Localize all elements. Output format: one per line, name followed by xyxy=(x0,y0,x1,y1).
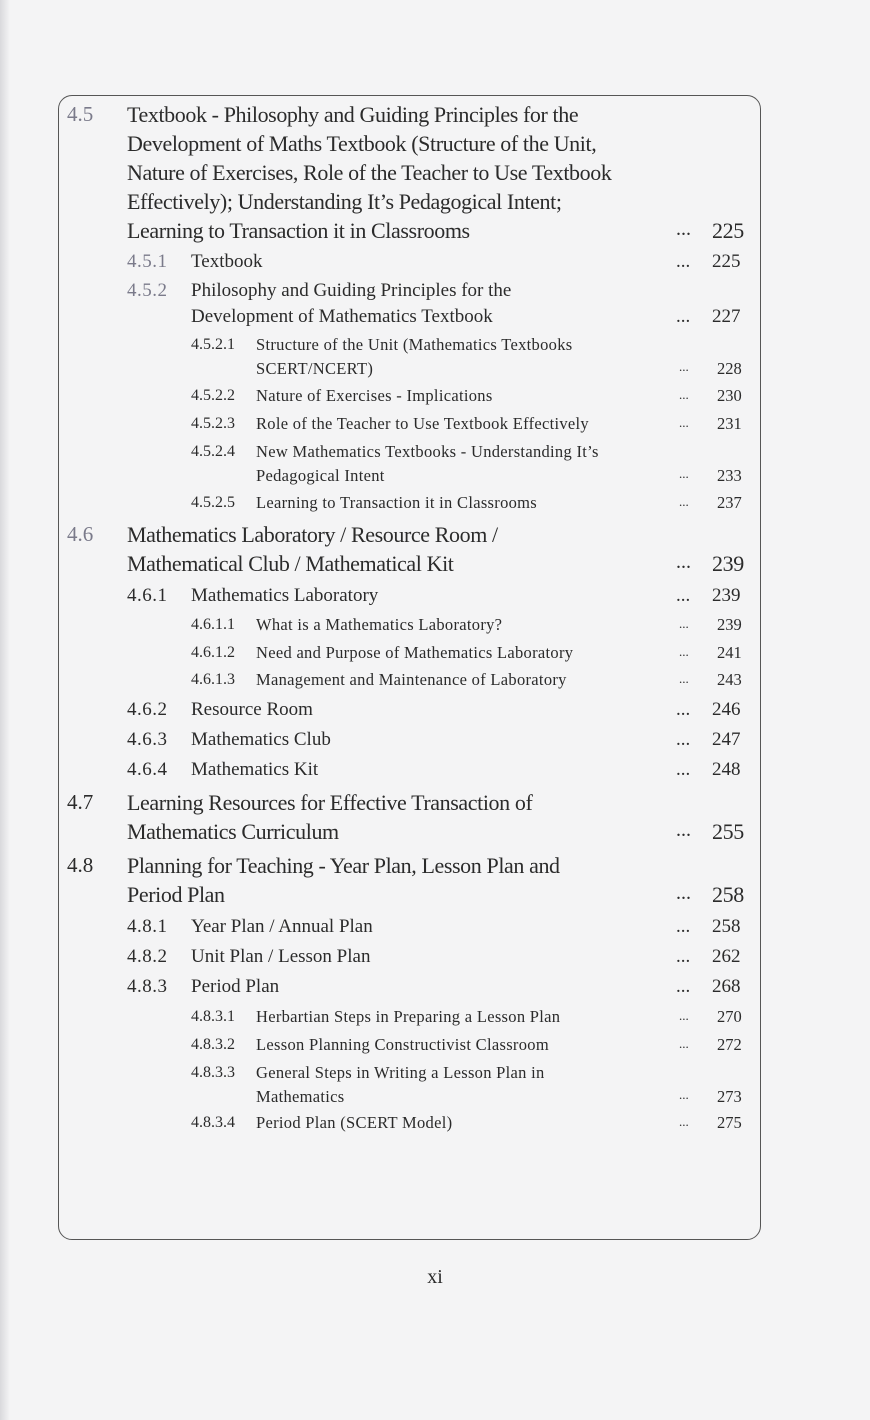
section-number: 4.8.3.2 xyxy=(191,1036,235,1053)
section-number: 4.8.3.1 xyxy=(191,1008,235,1025)
section-title-line: Textbook - Philosophy and Guiding Principles for the xyxy=(127,102,579,127)
leader-dots: ... xyxy=(679,415,689,430)
section-number: 4.5.2 xyxy=(127,280,168,301)
page-number: 275 xyxy=(717,1113,742,1132)
leader-dots: ... xyxy=(676,699,691,720)
leader-dots: ... xyxy=(676,759,691,780)
section-title-line: Lesson Planning Constructivist Classroom xyxy=(256,1035,549,1054)
section-title-line: Development of Mathematics Textbook xyxy=(191,306,493,327)
section-title-line: New Mathematics Textbooks - Understanding It’s xyxy=(256,442,599,461)
leader-dots: ... xyxy=(676,306,691,327)
section-title-line: Nature of Exercises, Role of the Teacher to Use Textbook xyxy=(127,160,612,185)
page-number: 228 xyxy=(717,358,742,378)
section-number: 4.5.1 xyxy=(127,251,168,272)
section-title-line: Structure of the Unit (Mathematics Textbooks xyxy=(256,335,573,354)
section-number: 4.5 xyxy=(67,102,94,126)
section-title-line: Philosophy and Guiding Principles for the xyxy=(191,280,512,301)
section-number: 4.5.2.4 xyxy=(191,443,235,460)
leader-dots: ... xyxy=(679,1087,689,1102)
section-number: 4.5.2.5 xyxy=(191,494,235,511)
page-number: 262 xyxy=(712,946,741,967)
section-title-line: What is a Mathematics Laboratory? xyxy=(256,615,503,634)
section-title-line: Mathematics Laboratory / Resource Room / xyxy=(127,522,498,547)
section-title-line: Herbartian Steps in Preparing a Lesson Plan xyxy=(256,1007,561,1026)
section-number: 4.8.3.4 xyxy=(191,1114,235,1131)
leader-dots: ... xyxy=(679,616,689,631)
section-number: 4.6.1.2 xyxy=(191,644,235,661)
leader-dots: ... xyxy=(679,1036,689,1051)
page-number: 231 xyxy=(717,414,742,433)
section-number: 4.8.2 xyxy=(127,946,168,967)
section-title-line: Mathematical Club / Mathematical Kit xyxy=(127,551,454,576)
section-number: 4.6.1.3 xyxy=(191,671,235,688)
section-title-line: Period Plan xyxy=(191,976,280,997)
section-title-line: General Steps in Writing a Lesson Plan in xyxy=(256,1063,545,1082)
section-number: 4.8.3.3 xyxy=(191,1064,235,1081)
section-number: 4.6 xyxy=(67,522,94,546)
section-title-line: Mathematics Club xyxy=(191,729,331,750)
section-number: 4.7 xyxy=(67,790,94,814)
page-number: 248 xyxy=(712,759,741,780)
page-number: 258 xyxy=(712,882,744,907)
section-title-line: SCERT/NCERT) xyxy=(256,358,374,378)
section-number: 4.6.2 xyxy=(127,699,168,720)
page-number: 225 xyxy=(712,251,741,272)
section-title-line: Mathematics Curriculum xyxy=(127,819,339,844)
section-title-line: Learning Resources for Effective Transaction of xyxy=(127,790,533,815)
section-number: 4.5.2.3 xyxy=(191,415,235,432)
leader-dots: ... xyxy=(676,251,691,272)
section-number: 4.8.1 xyxy=(127,916,168,937)
page-number: 247 xyxy=(712,729,741,750)
section-number: 4.8 xyxy=(67,853,94,877)
footer-page-number: xi xyxy=(427,1266,443,1288)
page-number: 246 xyxy=(712,699,741,720)
section-number: 4.8.3 xyxy=(127,976,168,997)
section-number: 4.5.2.2 xyxy=(191,387,235,404)
leader-dots: ... xyxy=(679,387,689,402)
section-number: 4.6.1.1 xyxy=(191,616,235,633)
section-number: 4.6.4 xyxy=(127,759,168,780)
section-title-line: Learning to Transaction it in Classrooms xyxy=(127,218,470,243)
section-title-line: Pedagogical Intent xyxy=(256,465,385,485)
leader-dots: ... xyxy=(676,729,691,750)
leader-dots: ... xyxy=(679,1008,689,1023)
leader-dots: ... xyxy=(676,819,691,841)
leader-dots: ... xyxy=(679,359,689,374)
page-number: 225 xyxy=(712,218,744,243)
page-number: 258 xyxy=(712,916,741,937)
leader-dots: ... xyxy=(676,976,691,997)
leader-dots: ... xyxy=(676,585,691,606)
leader-dots: ... xyxy=(679,671,689,686)
section-title-line: Learning to Transaction it in Classrooms xyxy=(256,493,538,512)
section-number: 4.6.1 xyxy=(127,585,168,606)
leader-dots: ... xyxy=(676,946,691,967)
page-number: 239 xyxy=(712,585,741,606)
section-number: 4.5.2.1 xyxy=(191,336,235,353)
page-number: 239 xyxy=(712,551,744,576)
section-title-line: Need and Purpose of Mathematics Laboratory xyxy=(256,643,574,662)
page-number: 255 xyxy=(712,819,744,844)
section-title-line: Period Plan (SCERT Model) xyxy=(256,1113,453,1132)
leader-dots: ... xyxy=(676,916,691,937)
section-title-line: Mathematics Kit xyxy=(191,759,319,780)
page-number: 227 xyxy=(712,306,741,327)
section-number: 4.6.3 xyxy=(127,729,168,750)
book-spine-shadow xyxy=(0,0,10,1420)
section-title-line: Unit Plan / Lesson Plan xyxy=(191,946,371,967)
page-number: 237 xyxy=(717,493,742,512)
section-title-line: Management and Maintenance of Laboratory xyxy=(256,670,567,689)
leader-dots: ... xyxy=(679,494,689,509)
leader-dots: ... xyxy=(679,1114,689,1129)
section-title-line: Mathematics xyxy=(256,1086,345,1106)
leader-dots: ... xyxy=(679,466,689,481)
leader-dots: ... xyxy=(676,218,691,240)
page-number: 230 xyxy=(717,386,742,405)
section-title-line: Effectively); Understanding It’s Pedagogical Intent; xyxy=(127,189,562,214)
page-number: 268 xyxy=(712,976,741,997)
section-title-line: Planning for Teaching - Year Plan, Lesson Plan and xyxy=(127,853,560,878)
page-number: 273 xyxy=(717,1086,742,1106)
page-number: 270 xyxy=(717,1007,742,1026)
leader-dots: ... xyxy=(676,882,691,904)
page-number: 239 xyxy=(717,615,742,634)
section-title-line: Mathematics Laboratory xyxy=(191,585,379,606)
page-number: 233 xyxy=(717,465,742,485)
page-number: 243 xyxy=(717,670,742,689)
section-title-line: Year Plan / Annual Plan xyxy=(191,916,373,937)
section-title-line: Period Plan xyxy=(127,882,225,907)
leader-dots: ... xyxy=(676,551,691,573)
section-title-line: Textbook xyxy=(191,251,263,272)
page-number: 241 xyxy=(717,643,742,662)
section-title-line: Development of Maths Textbook (Structure of the Unit, xyxy=(127,131,597,156)
page-number: 272 xyxy=(717,1035,742,1054)
leader-dots: ... xyxy=(679,644,689,659)
section-title-line: Resource Room xyxy=(191,699,313,720)
section-title-line: Role of the Teacher to Use Textbook Effectively xyxy=(256,414,589,433)
section-title-line: Nature of Exercises - Implications xyxy=(256,386,493,405)
